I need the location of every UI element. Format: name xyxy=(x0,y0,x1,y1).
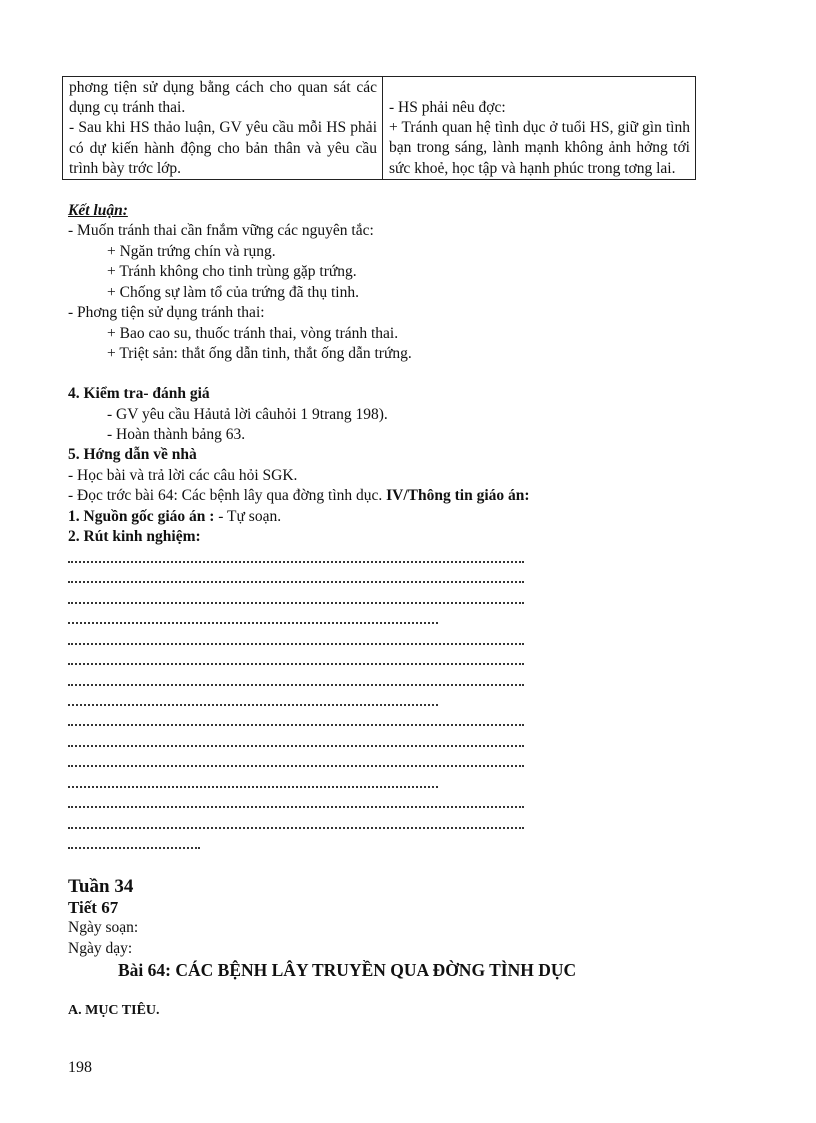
conclusion-line: + Bao cao su, thuốc tránh thai, vòng tránh thai. xyxy=(107,325,399,342)
conclusion-heading: Kết luận: xyxy=(68,202,128,219)
table-row xyxy=(63,77,696,180)
teacher-activity-text-2: - Sau khi HS thảo luận, GV yêu cầu mỗi HS phải có dự kiến hành động cho bản thân và yêu cầu trình bày trớc lớp. xyxy=(69,119,377,177)
lesson-info-heading: IV/Thông tin giáo án: xyxy=(386,487,530,504)
student-activity-text-1: - HS phải nêu đợc: xyxy=(389,99,506,116)
lesson-title xyxy=(118,960,576,980)
conclusion-line: - Muốn tránh thai cần fnắm vững các nguyên tắc: xyxy=(68,222,374,239)
homework-heading: 5. Hớng dẫn về nhà xyxy=(68,446,197,463)
dotted-line xyxy=(68,561,524,563)
lesson-number: Bài 64 xyxy=(118,960,166,980)
source-value: - Tự soạn. xyxy=(218,508,282,525)
conclusion-line: - Phơng tiện sử dụng tránh thai: xyxy=(68,304,265,321)
conclusion-line: + Triệt sản: thắt ống dẫn tinh, thắt ống dẫn trứng. xyxy=(107,345,412,362)
homework-line: - Học bài và trả lời các câu hỏi SGK. xyxy=(68,467,298,484)
teacher-activity-cell xyxy=(63,77,383,180)
dotted-line xyxy=(68,602,524,604)
dotted-line xyxy=(68,847,200,849)
lesson-title-text: : CÁC BỆNH LÂY TRUYỀN QUA ĐỜNG TÌNH DỤC xyxy=(165,960,577,980)
teacher-activity-text-1: phơng tiện sử dụng bằng cách cho quan sát các dụng cụ tránh thai. xyxy=(69,79,377,117)
dotted-line xyxy=(68,622,438,624)
dotted-line xyxy=(68,765,524,767)
dotted-line xyxy=(68,827,524,829)
source-line xyxy=(68,507,281,527)
prepared-date-label: Ngày soạn: xyxy=(68,919,139,936)
student-activity-text-2: + Tránh quan hệ tình dục ở tuổi HS, giữ gìn tình bạn trong sáng, lành mạnh không ảnh hởng tới sức khoẻ, học tập và hạnh phúc trong tơng lai. xyxy=(389,119,690,177)
taught-date-label: Ngày dạy: xyxy=(68,940,133,957)
dotted-line xyxy=(68,806,524,808)
conclusion-line: + Ngăn trứng chín và rụng. xyxy=(107,243,276,260)
dotted-line xyxy=(68,724,524,726)
conclusion-line: + Tránh không cho tinh trùng gặp trứng. xyxy=(107,263,357,280)
assessment-line: - GV yêu cầu Hảutả lời câuhỏi 1 9trang 198). xyxy=(107,406,388,423)
assessment-line: - Hoàn thành bảng 63. xyxy=(107,426,246,443)
source-label: 1. Nguồn gốc giáo án : xyxy=(68,508,219,525)
page-number: 198 xyxy=(68,1059,92,1076)
student-activity-cell xyxy=(383,77,696,180)
dotted-line xyxy=(68,581,524,583)
dotted-line xyxy=(68,786,438,788)
dotted-line xyxy=(68,684,524,686)
dotted-line xyxy=(68,745,524,747)
homework-line-2 xyxy=(68,486,530,506)
dotted-line xyxy=(68,643,524,645)
conclusion-line: + Chống sự làm tổ của trứng đã thụ tinh. xyxy=(107,284,359,301)
activity-table xyxy=(62,76,696,180)
dotted-line xyxy=(68,663,524,665)
week-heading: Tuần 34 xyxy=(68,876,134,897)
objectives-heading: A. MỤC TIÊU. xyxy=(68,1003,160,1018)
period-heading: Tiết 67 xyxy=(68,898,119,917)
homework-reading: - Đọc trớc bài 64: Các bệnh lây qua đờng tình dục. xyxy=(68,487,387,504)
assessment-heading: 4. Kiểm tra- đánh giá xyxy=(68,385,210,402)
dotted-line xyxy=(68,704,438,706)
experience-label: 2. Rút kinh nghiệm: xyxy=(68,528,201,545)
